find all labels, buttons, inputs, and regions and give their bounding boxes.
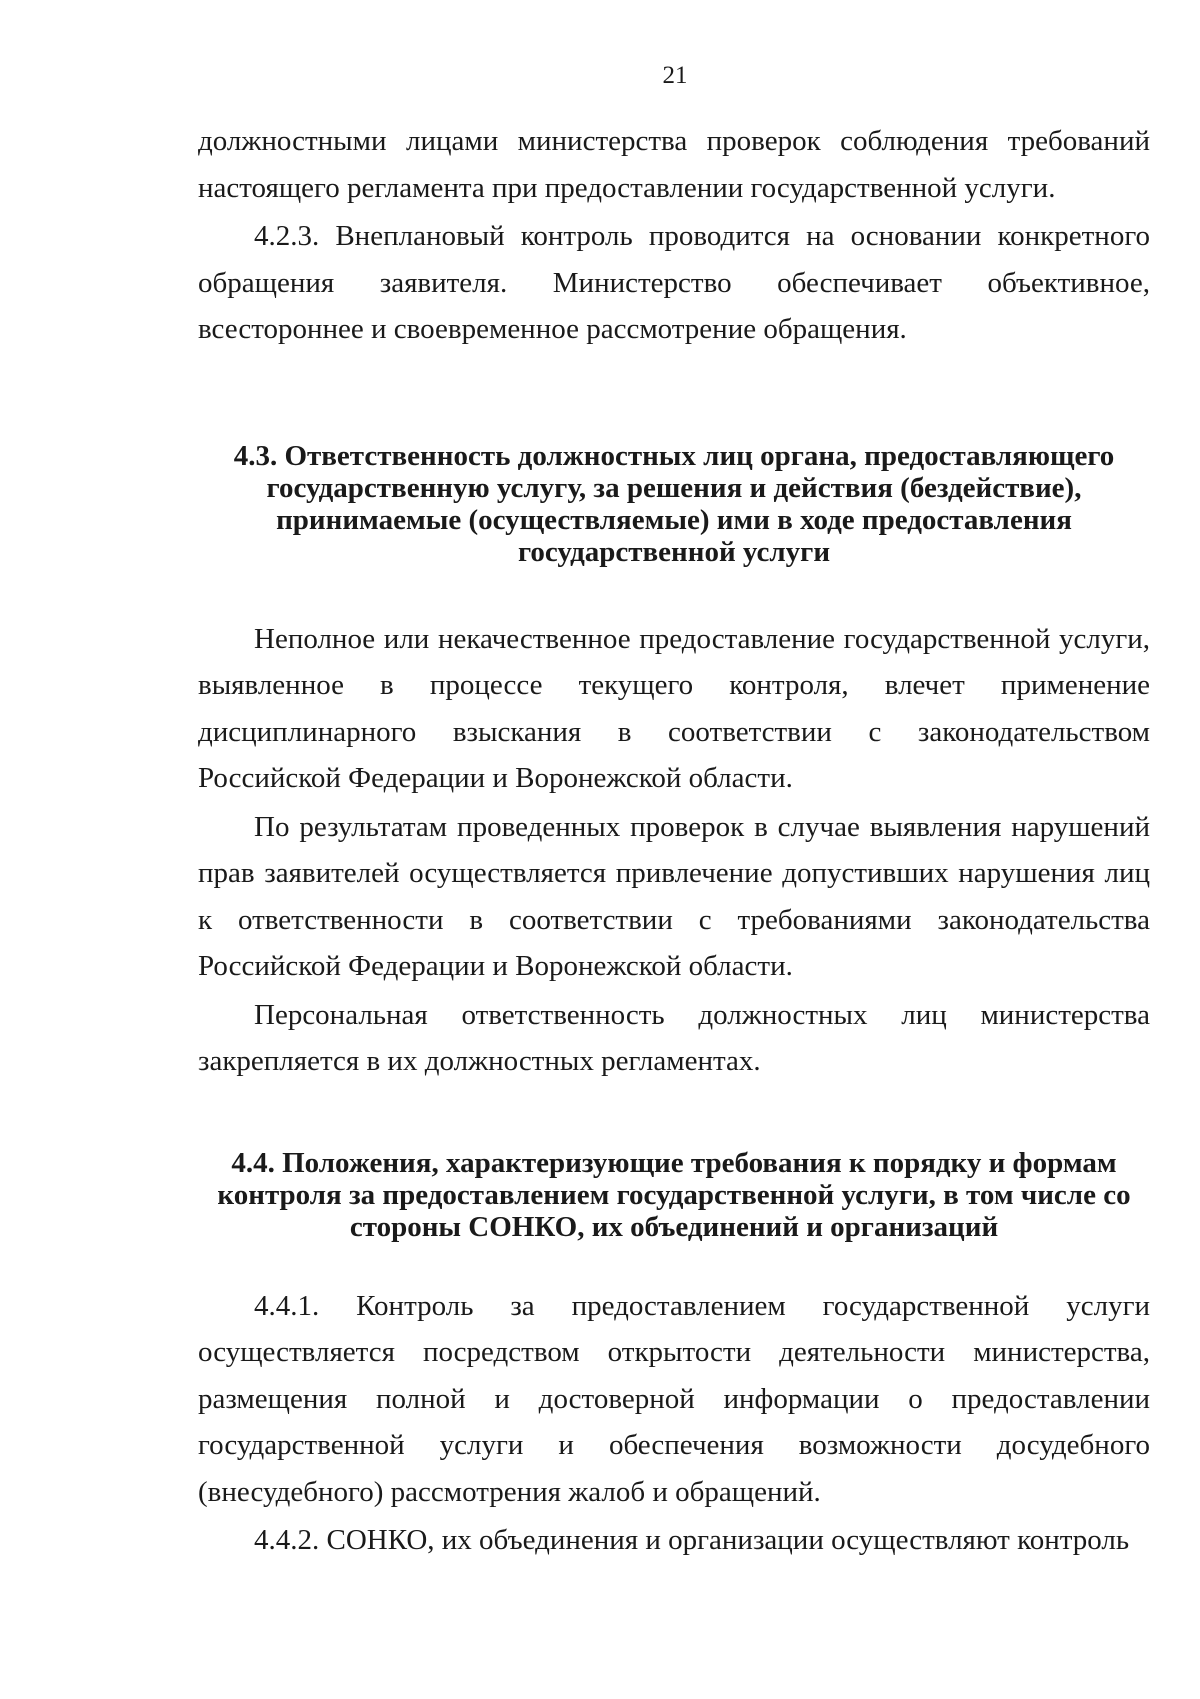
paragraph-4-4-2: 4.4.2. СОНКО, их объединения и организации осуществляют контроль: [254, 1524, 1130, 1556]
paragraph-4-3-2: По результатам проведенных проверок в случае выявления нарушений прав заявителей осуществляется привлечение допустивших нарушения лиц к ответственности в соответствии с требованиями законодательства Российской Федерации и Воронежской области.: [198, 810, 1150, 982]
paragraph-4-4-1: 4.4.1. Контроль за предоставлением государственной услуги осуществляется посредством открытости деятельности министерства, размещения полной и достоверной информации о предоставлении государственной услуги и обеспечения возможности досудебного (внесудебного) рассмотрения жалоб и обращений.: [198, 1289, 1150, 1508]
paragraph-4-3-3: Персональная ответственность должностных лиц министерства закрепляется в их должностных регламентах.: [198, 998, 1150, 1077]
paragraph-4-3-1: Неполное или некачественное предоставление государственной услуги, выявленное в процессе текущего контроля, влечет применение дисциплинарного взыскания в соответствии с законодательством Российской Федерации и Воронежской области.: [198, 622, 1150, 794]
document-body: [198, 118, 1150, 1564]
paragraph-4-2-3: 4.2.3. Внеплановый контроль проводится на основании конкретного обращения заявителя. Министерство обеспечивает объективное, всестороннее и своевременное рассмотрение обращения.: [198, 220, 1150, 345]
paragraph-continuation: должностными лицами министерства проверок соблюдения требований настоящего регламента при предоставлении государственной услуги.: [198, 125, 1150, 204]
section-heading-4-3: 4.3. Ответственность должностных лиц органа, предоставляющего государственную услугу, за решения и действия (бездействие), принимаемые (осуществляемые) ими в ходе предоставления государственной услуги: [233, 439, 1115, 568]
section-heading-4-4: 4.4. Положения, характеризующие требования к порядку и формам контроля за предоставлением государственной услуги, в том числе со стороны СОНКО, их объединений и организаций: [217, 1146, 1131, 1243]
page-number: 21: [662, 62, 688, 89]
